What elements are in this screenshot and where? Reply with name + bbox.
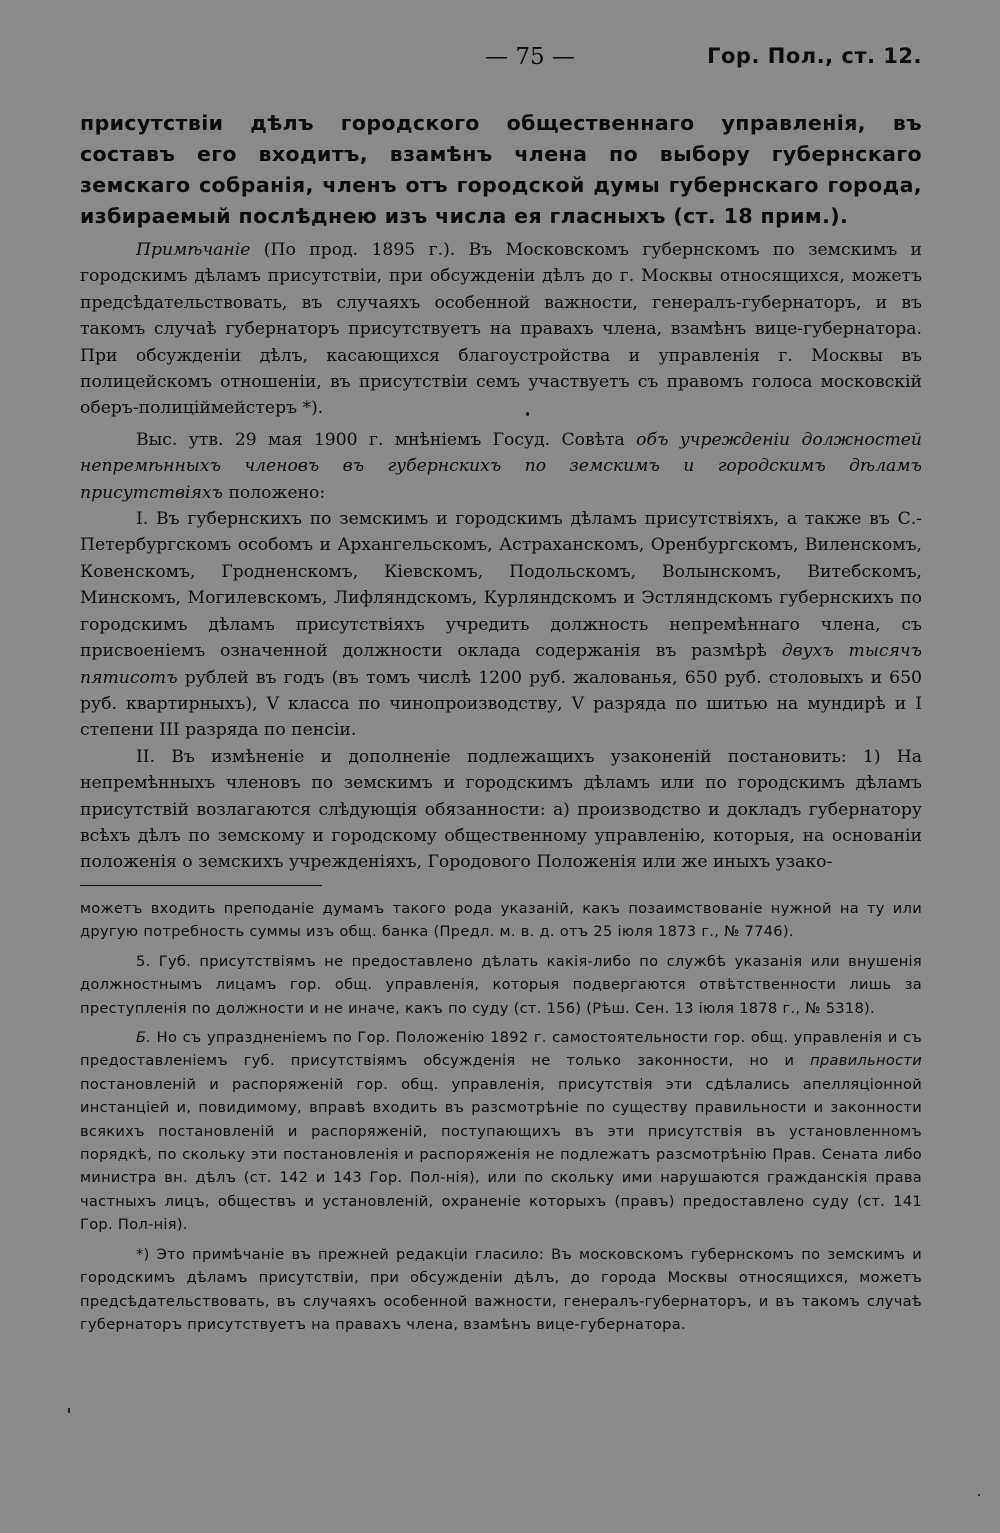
footnote-b-emphasis: правильности <box>810 1052 922 1070</box>
decree-item-2: II. Въ измѣненіе и дополненіе подлежащихъ узаконеній постановить: 1) На непремѣнныхъ членовъ по земскимъ и городскимъ дѣламъ или по городскимъ дѣламъ присутствій возлагаются слѣдующія обязанности: а) производство и докладъ губернатору всѣхъ дѣлъ по земскому и городскому общественному управленію, которыя, на основаніи положенія о земскихъ учрежденіяхъ, Городового Положенія или же иныхъ узако- <box>80 746 922 873</box>
scan-speck <box>978 1494 980 1496</box>
section-reference: Гор. Пол., ст. 12. <box>707 44 922 68</box>
page-header <box>80 44 922 78</box>
note-label: Примѣчаніе <box>136 240 251 260</box>
footnote-asterisk: *) Это примѣчаніе въ прежней редакціи гласило: Въ московскомъ губернскомъ по земскимъ и городскимъ дѣламъ присутствіи, при обсужденіи дѣлъ, до города Москвы относящихся, можетъ предсѣдательствовать, въ случаяхъ особенной важности, генералъ-губернаторъ, и въ такомъ случаѣ губернаторъ присутствуетъ на правахъ члена, взамѣнъ вице-губернатора. <box>80 1245 922 1333</box>
footnote-b-label: Б. <box>136 1029 152 1047</box>
decree-end: положено: <box>223 482 326 503</box>
footnote-rule <box>80 885 322 886</box>
item1-text-b: рублей въ годъ (въ томъ числѣ 1200 руб. жалованья, 650 руб. столовыхъ и 650 руб. квартирныхъ), V класса по чинопроизводству, V разряда по шитью на мундирѣ и I степени III разряда по пенсіи. <box>80 667 922 741</box>
scan-speck <box>526 412 529 416</box>
paragraph-continuation: присутствіи дѣлъ городского общественнаго управленія, въ составъ его входитъ, взамѣнъ члена по выбору губернскаго земскаго собранія, членъ отъ городской думы губернскаго города, избираемый послѣднею изъ числа ея гласныхъ (ст. 18 прим.). <box>80 111 922 228</box>
footnotes <box>80 897 922 1336</box>
note-paragraph <box>80 237 922 422</box>
scan-speck <box>68 1408 70 1413</box>
footnote-continuation: можетъ входить преподаніе думамъ такого рода указаній, какъ позаимствованіе нужной на ту или другую потребность суммы изъ общ. банка (Предл. м. в. д. отъ 25 іюля 1873 г., № 7746). <box>80 900 922 941</box>
footnote-b <box>80 1026 922 1237</box>
note-text: (По прод. 1895 г.). Въ Московскомъ губернскомъ по земскимъ и городскимъ дѣламъ присутствіи, при обсужденіи дѣлъ до г. Москвы относящихся, можетъ предсѣдательствовать, въ случаяхъ особенной важности, генералъ-губернаторъ, и въ такомъ случаѣ губернаторъ присутствуетъ на правахъ члена, взамѣнъ вице-губернатора. При обсужденіи дѣлъ, касающихся благоустройства и управленія г. Москвы въ полицейскомъ отношеніи, въ присутствіи семъ участвуетъ съ правомъ голоса московскій оберъ-полицiймейстеръ *). <box>80 240 922 419</box>
item1-amount: двухъ тысячъ пятисотъ <box>80 641 922 688</box>
item1-text-a: I. Въ губернскихъ по земскимъ и городскимъ дѣламъ присутствіяхъ, а также въ С.-Петербургскомъ особомъ и Архангельскомъ, Астраханскомъ, Оренбургскомъ, Виленскомъ, Ковенскомъ, Гродненскомъ, Кіевскомъ, Подольскомъ, Волынскомъ, Витебскомъ, Минскомъ, Могилевскомъ, Лифляндскомъ, Курляндскомъ и Эстляндскомъ губернскихъ по городскимъ дѣламъ присутствіяхъ учредить должность непремѣннаго члена, съ присвоеніемъ означенной должности оклада содержанія въ размѣрѣ <box>80 509 922 662</box>
footnote-b-text-a: Но съ упраздненіемъ по Гор. Положенію 1892 г. самостоятельности гор. общ. управленія и съ предоставленіемъ губ. присутствіямъ обсужденія не только законности, но и <box>80 1029 922 1070</box>
footnote-b-text-b: постановленій и распоряженій гор. общ. управленія, присутствія эти сдѣлались апелляціонной инстанціей и, повидимому, вправѣ входить въ разсмотрѣніе по существу правильности и законности всякихъ постановленій и распоряженій, поступающихъ въ эти присутствія въ установленномъ порядкѣ, по скольку эти постановленія и распоряженія не подлежатъ разсмотрѣнію Прав. Сената либо министра вн. дѣлъ (ст. 142 и 143 Гор. Пол-нія), или по скольку ими нарушаются гражданскія права частныхъ лицъ, обществъ и установленій, охраненіе которыхъ (правъ) предоставлено суду (ст. 141 Гор. Пол-нія). <box>80 1075 922 1234</box>
decree-item-1 <box>80 506 922 744</box>
decree-start: Выс. утв. 29 мая 1900 г. мнѣніемъ Госуд. Совѣта <box>136 429 637 450</box>
page-number: — 75 — <box>485 44 575 70</box>
decree-title: объ учрежденіи должностей непремѣнныхъ членовъ въ губернскихъ по земскимъ и городскимъ дѣламъ присутствіяхъ <box>80 429 923 503</box>
decree-paragraph <box>80 427 922 506</box>
footnote-5: 5. Губ. присутствіямъ не предоставлено дѣлать какія-либо по службѣ указанія или внушенія должностнымъ лицамъ гор. общ. управленія, которыя подвергаются отвѣтственности лишь за преступленія по должности и не иначе, какъ по суду (ст. 156) (Рѣш. Сен. 13 іюля 1878 г., № 5318). <box>80 952 922 1017</box>
main-text <box>80 108 922 876</box>
